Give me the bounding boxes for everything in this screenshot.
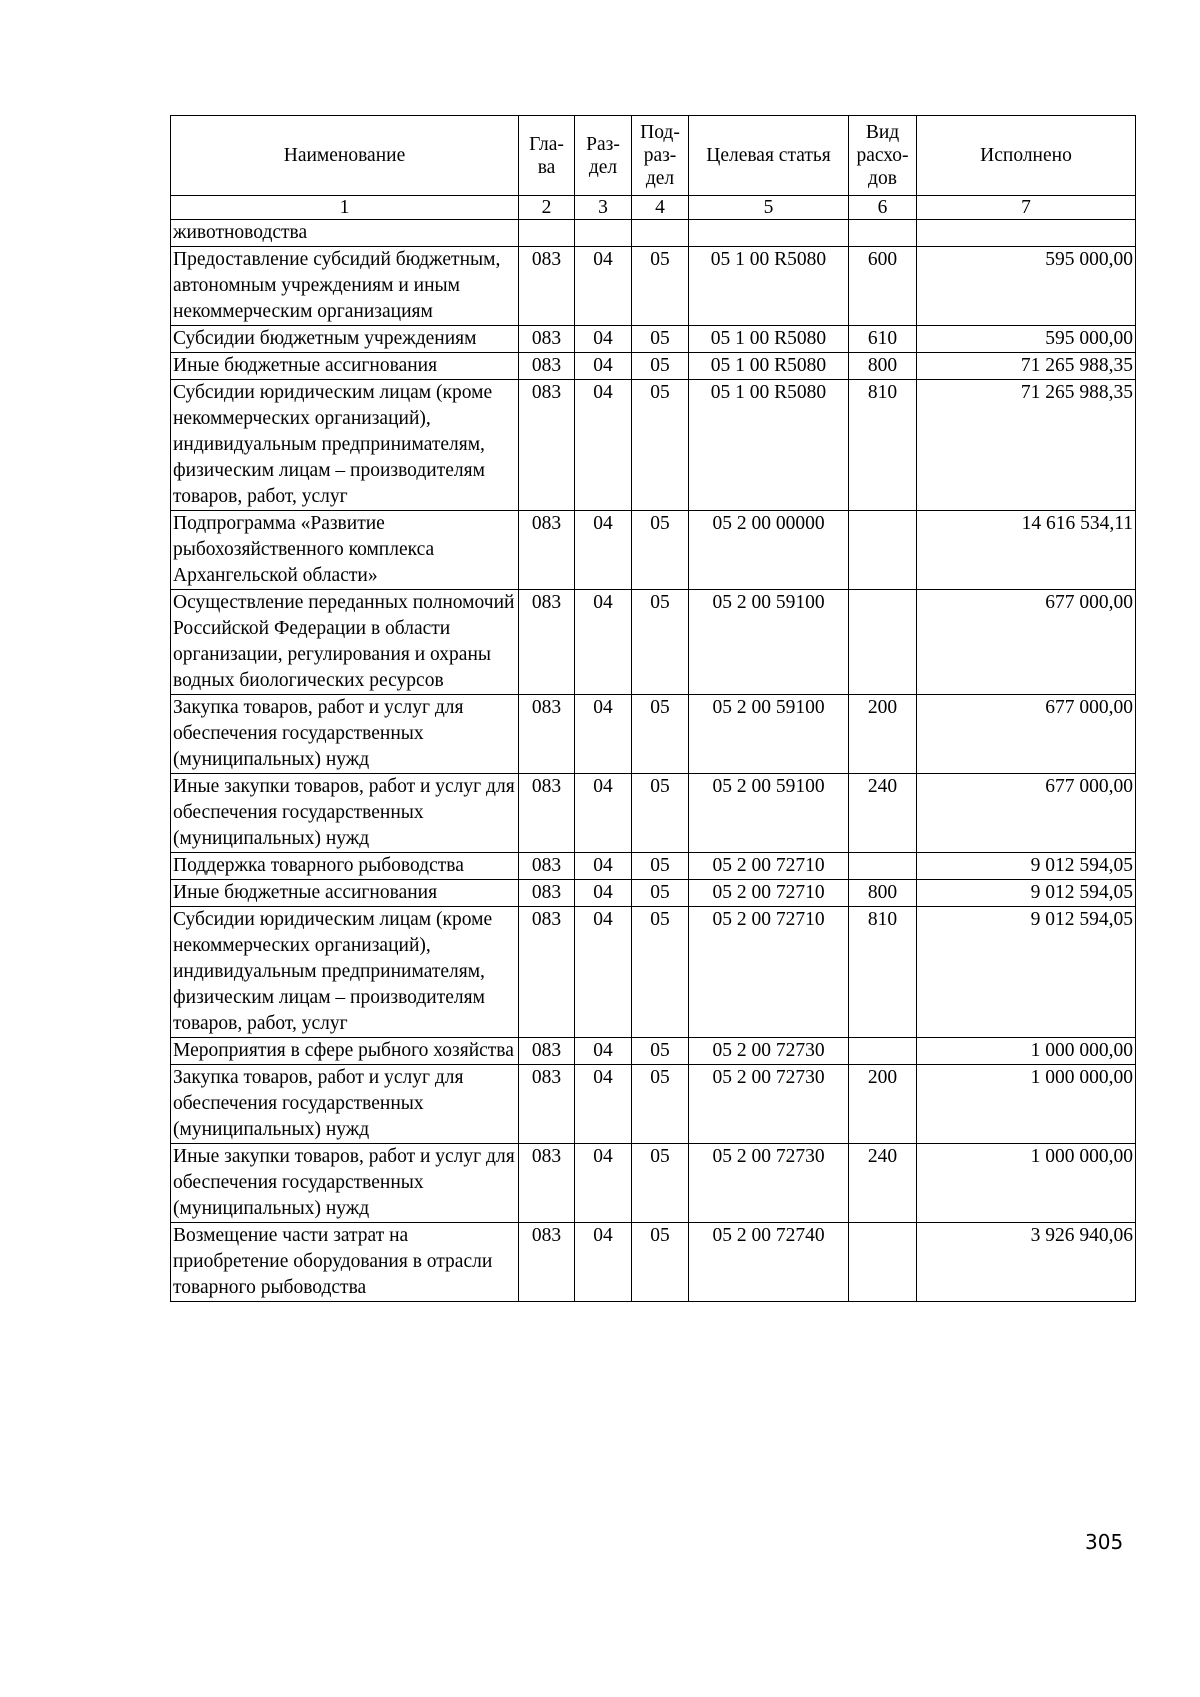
row-razdel-cell: 04 — [575, 1065, 632, 1144]
row-podrazdel-cell: 05 — [632, 1065, 689, 1144]
row-amount-cell: 9 012 594,05 — [917, 907, 1136, 1038]
row-vid-cell — [849, 1038, 917, 1065]
header-article: Целевая статья — [689, 116, 849, 196]
row-article-cell: 05 2 00 59100 — [689, 774, 849, 853]
table-row — [171, 511, 1136, 590]
table-row — [171, 853, 1136, 880]
row-vid-cell: 800 — [849, 353, 917, 380]
row-name-cell: Предоставление субсидий бюджетным, автономным учреждениям и иным некоммерческим организациям — [171, 247, 519, 326]
row-vid-cell: 800 — [849, 880, 917, 907]
row-name-cell: Иные закупки товаров, работ и услуг для обеспечения государственных (муниципальных) нужд — [171, 774, 519, 853]
row-article-cell: 05 2 00 59100 — [689, 695, 849, 774]
row-vid-cell: 600 — [849, 247, 917, 326]
row-podrazdel-cell: 05 — [632, 695, 689, 774]
header-razdel: Раз-дел — [575, 116, 632, 196]
column-number: 1 — [171, 196, 519, 220]
row-article-cell: 05 2 00 72710 — [689, 853, 849, 880]
table-row — [171, 1065, 1136, 1144]
row-name-cell: Возмещение части затрат на приобретение оборудования в отрасли товарного рыбоводства — [171, 1223, 519, 1302]
header-vid: Вид расхо-дов — [849, 116, 917, 196]
table-row — [171, 695, 1136, 774]
row-article-cell: 05 2 00 72740 — [689, 1223, 849, 1302]
row-amount-cell: 71 265 988,35 — [917, 353, 1136, 380]
column-number: 4 — [632, 196, 689, 220]
row-podrazdel-cell: 05 — [632, 880, 689, 907]
row-name-cell: животноводства — [171, 220, 519, 247]
row-glava-cell: 083 — [519, 247, 575, 326]
row-article-cell: 05 2 00 72710 — [689, 880, 849, 907]
row-article-cell: 05 2 00 72730 — [689, 1038, 849, 1065]
row-vid-cell: 240 — [849, 774, 917, 853]
row-razdel-cell: 04 — [575, 1038, 632, 1065]
row-article-cell: 05 1 00 R5080 — [689, 380, 849, 511]
column-number: 2 — [519, 196, 575, 220]
page-number: 305 — [1085, 1530, 1124, 1554]
row-razdel-cell: 04 — [575, 1223, 632, 1302]
row-vid-cell: 810 — [849, 380, 917, 511]
row-article-cell: 05 2 00 72730 — [689, 1144, 849, 1223]
table-row — [171, 326, 1136, 353]
row-podrazdel-cell: 05 — [632, 1144, 689, 1223]
row-glava-cell: 083 — [519, 1038, 575, 1065]
row-glava-cell: 083 — [519, 590, 575, 695]
row-article-cell: 05 2 00 72710 — [689, 907, 849, 1038]
row-amount-cell: 595 000,00 — [917, 326, 1136, 353]
row-razdel-cell: 04 — [575, 880, 632, 907]
row-article-cell: 05 2 00 59100 — [689, 590, 849, 695]
row-glava-cell — [519, 220, 575, 247]
table-row — [171, 907, 1136, 1038]
row-podrazdel-cell: 05 — [632, 853, 689, 880]
column-number: 3 — [575, 196, 632, 220]
header-name: Наименование — [171, 116, 519, 196]
row-razdel-cell: 04 — [575, 247, 632, 326]
row-glava-cell: 083 — [519, 1065, 575, 1144]
row-amount-cell: 9 012 594,05 — [917, 880, 1136, 907]
table-row — [171, 1038, 1136, 1065]
row-name-cell: Мероприятия в сфере рыбного хозяйства — [171, 1038, 519, 1065]
row-razdel-cell: 04 — [575, 907, 632, 1038]
row-podrazdel-cell: 05 — [632, 1038, 689, 1065]
row-glava-cell: 083 — [519, 774, 575, 853]
row-podrazdel-cell: 05 — [632, 590, 689, 695]
table-row — [171, 353, 1136, 380]
row-vid-cell: 200 — [849, 1065, 917, 1144]
row-amount-cell: 71 265 988,35 — [917, 380, 1136, 511]
row-razdel-cell — [575, 220, 632, 247]
row-glava-cell: 083 — [519, 511, 575, 590]
column-number-row — [171, 196, 1136, 220]
header-amount: Исполнено — [917, 116, 1136, 196]
table-row — [171, 774, 1136, 853]
row-name-cell: Иные бюджетные ассигнования — [171, 353, 519, 380]
row-vid-cell — [849, 853, 917, 880]
row-razdel-cell: 04 — [575, 1144, 632, 1223]
table-body — [171, 220, 1136, 1302]
row-name-cell: Иные бюджетные ассигнования — [171, 880, 519, 907]
column-number: 6 — [849, 196, 917, 220]
row-article-cell: 05 1 00 R5080 — [689, 326, 849, 353]
row-podrazdel-cell: 05 — [632, 907, 689, 1038]
row-podrazdel-cell: 05 — [632, 1223, 689, 1302]
row-name-cell: Поддержка товарного рыбоводства — [171, 853, 519, 880]
row-podrazdel-cell: 05 — [632, 326, 689, 353]
row-podrazdel-cell: 05 — [632, 247, 689, 326]
row-amount-cell: 3 926 940,06 — [917, 1223, 1136, 1302]
table-row — [171, 1144, 1136, 1223]
row-article-cell: 05 2 00 00000 — [689, 511, 849, 590]
row-vid-cell: 240 — [849, 1144, 917, 1223]
column-number: 7 — [917, 196, 1136, 220]
row-vid-cell: 610 — [849, 326, 917, 353]
row-podrazdel-cell: 05 — [632, 511, 689, 590]
column-number: 5 — [689, 196, 849, 220]
row-podrazdel-cell: 05 — [632, 353, 689, 380]
row-glava-cell: 083 — [519, 326, 575, 353]
row-glava-cell: 083 — [519, 1223, 575, 1302]
row-glava-cell: 083 — [519, 353, 575, 380]
row-amount-cell: 9 012 594,05 — [917, 853, 1136, 880]
row-amount-cell: 1 000 000,00 — [917, 1038, 1136, 1065]
row-name-cell: Субсидии юридическим лицам (кроме некоммерческих организаций), индивидуальным предпринимателям, физическим лицам – производителям товаров, работ, услуг — [171, 380, 519, 511]
row-article-cell: 05 2 00 72730 — [689, 1065, 849, 1144]
row-vid-cell: 810 — [849, 907, 917, 1038]
row-name-cell: Закупка товаров, работ и услуг для обеспечения государственных (муниципальных) нужд — [171, 1065, 519, 1144]
row-vid-cell — [849, 511, 917, 590]
row-amount-cell: 677 000,00 — [917, 695, 1136, 774]
table-row — [171, 590, 1136, 695]
header-glava: Гла-ва — [519, 116, 575, 196]
row-razdel-cell: 04 — [575, 590, 632, 695]
row-amount-cell: 677 000,00 — [917, 774, 1136, 853]
row-amount-cell: 595 000,00 — [917, 247, 1136, 326]
row-amount-cell — [917, 220, 1136, 247]
row-podrazdel-cell: 05 — [632, 774, 689, 853]
row-razdel-cell: 04 — [575, 380, 632, 511]
row-razdel-cell: 04 — [575, 853, 632, 880]
row-glava-cell: 083 — [519, 695, 575, 774]
table-row — [171, 1223, 1136, 1302]
table-row — [171, 880, 1136, 907]
row-razdel-cell: 04 — [575, 511, 632, 590]
row-name-cell: Подпрограмма «Развитие рыбохозяйственного комплекса Архангельской области» — [171, 511, 519, 590]
row-glava-cell: 083 — [519, 380, 575, 511]
table-row — [171, 380, 1136, 511]
row-article-cell: 05 1 00 R5080 — [689, 353, 849, 380]
row-article-cell: 05 1 00 R5080 — [689, 247, 849, 326]
row-article-cell — [689, 220, 849, 247]
row-glava-cell: 083 — [519, 880, 575, 907]
row-podrazdel-cell: 05 — [632, 380, 689, 511]
row-razdel-cell: 04 — [575, 326, 632, 353]
row-name-cell: Субсидии юридическим лицам (кроме некоммерческих организаций), индивидуальным предпринимателям, физическим лицам – производителям товаров, работ, услуг — [171, 907, 519, 1038]
budget-table — [170, 115, 1136, 1302]
row-podrazdel-cell — [632, 220, 689, 247]
row-vid-cell — [849, 590, 917, 695]
row-glava-cell: 083 — [519, 1144, 575, 1223]
row-razdel-cell: 04 — [575, 774, 632, 853]
row-razdel-cell: 04 — [575, 695, 632, 774]
row-vid-cell: 200 — [849, 695, 917, 774]
table-row — [171, 247, 1136, 326]
row-amount-cell: 1 000 000,00 — [917, 1144, 1136, 1223]
row-vid-cell — [849, 220, 917, 247]
row-name-cell: Закупка товаров, работ и услуг для обеспечения государственных (муниципальных) нужд — [171, 695, 519, 774]
row-razdel-cell: 04 — [575, 353, 632, 380]
row-name-cell: Осуществление переданных полномочий Российской Федерации в области организации, регулирования и охраны водных биологических ресурсов — [171, 590, 519, 695]
row-name-cell: Иные закупки товаров, работ и услуг для обеспечения государственных (муниципальных) нужд — [171, 1144, 519, 1223]
table-row — [171, 220, 1136, 247]
row-glava-cell: 083 — [519, 853, 575, 880]
row-vid-cell — [849, 1223, 917, 1302]
row-glava-cell: 083 — [519, 907, 575, 1038]
row-name-cell: Субсидии бюджетным учреждениям — [171, 326, 519, 353]
row-amount-cell: 14 616 534,11 — [917, 511, 1136, 590]
table-header-row — [171, 116, 1136, 196]
row-amount-cell: 677 000,00 — [917, 590, 1136, 695]
row-amount-cell: 1 000 000,00 — [917, 1065, 1136, 1144]
header-podrazdel: Под-раз-дел — [632, 116, 689, 196]
